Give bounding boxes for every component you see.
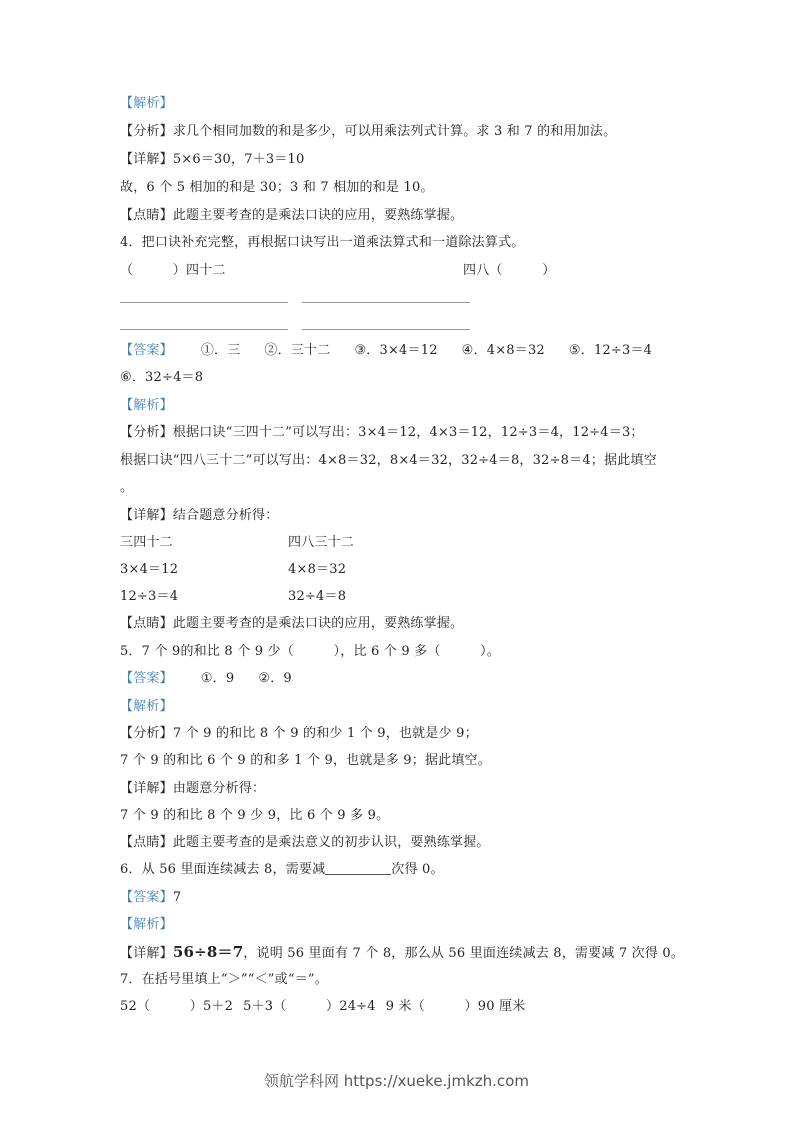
q4-answer-blank-4[interactable] <box>302 329 470 330</box>
q4-table-left-2: 12÷3＝4 <box>120 589 179 604</box>
q5-question: 5．7 个 9的和比 8 个 9 少（ ），比 6 个 9 多（ ）。 <box>120 644 501 659</box>
q4-right-prompt: 四八（ ） <box>463 263 556 278</box>
q4-table-left-0: 三四十二 <box>120 535 173 550</box>
q3-conclusion: 故，6 个 5 相加的和是 30；3 和 7 相加的和是 10。 <box>120 180 434 195</box>
q6-equation: 56÷8＝7 <box>172 943 244 961</box>
q4-question: 4．把口诀补充完整，再根据口诀写出一道乘法算式和一道除法算式。 <box>120 235 525 250</box>
q5-answer-2: ②．9 <box>258 671 292 686</box>
q7-item-2: 5＋3（ ）24÷4 <box>243 999 376 1014</box>
q3-analysis: 【分析】求几个相同加数的和是多少，可以用乘法列式计算。求 3 和 7 的和用加法。 <box>120 124 617 139</box>
q7-question: 7．在括号里填上“＞”“＜”或“＝”。 <box>120 972 328 987</box>
q4-answer-blank-3[interactable] <box>120 329 288 330</box>
q6-question: 6．从 56 里面连续减去 8，需要减 次得 0。 <box>120 862 444 877</box>
jiexi-label: 【解析】 <box>120 917 173 932</box>
q4-left-prompt: （ ）四十二 <box>120 263 226 278</box>
q5-result: 7 个 9 的和比 8 个 9 少 9，比 6 个 9 多 9。 <box>120 808 390 823</box>
jiexi-label: 【解析】 <box>120 96 173 111</box>
q7-item-1: 52（ ）5＋2 <box>120 999 234 1014</box>
q4-table-right-1: 4×8＝32 <box>288 562 347 577</box>
q3-detail: 【详解】5×6＝30，7＋3＝10 <box>120 152 305 167</box>
q3-key-point: 【点睛】此题主要考查的是乘法口诀的应用，要熟练掌握。 <box>120 208 464 223</box>
jiexi-label: 【解析】 <box>120 699 173 714</box>
q4-analysis-line-3: 。 <box>120 480 134 495</box>
q5-answer: 【答案】 ①．9 ②．9 <box>120 671 292 686</box>
q4-answer-2: ②．三十二 <box>264 343 331 358</box>
q4-analysis-line-1: 【分析】根据口诀“三四十二”可以写出：3×4＝12，4×3＝12，12÷3＝4，12÷4＝3； <box>120 425 644 440</box>
q4-answer-5: ⑤．12÷3＝4 <box>568 343 653 358</box>
q5-answer-1: ①．9 <box>200 671 235 686</box>
q7-item-3: 9 米（ ）90 厘米 <box>385 999 526 1014</box>
q4-answer-6: ⑥．32÷4＝8 <box>120 370 204 385</box>
q4-table-right-2: 32÷4＝8 <box>288 589 347 604</box>
q5-key-point: 【点睛】此题主要考查的是乘法意义的初步认识，要熟练掌握。 <box>120 835 490 850</box>
q5-analysis-line-1: 【分析】7 个 9 的和比 8 个 9 的和少 1 个 9，也就是少 9； <box>120 726 478 741</box>
q7-items <box>120 998 525 1016</box>
q5-analysis-line-2: 7 个 9 的和比 6 个 9 的和多 1 个 9，也就是多 9；据此填空。 <box>120 753 491 768</box>
q4-answer-4: ④．4×8＝32 <box>461 343 545 358</box>
q4-answer: 【答案】 ①．三 ②．三十二 ③．3×4＝12 ④．4×8＝32 ⑤．12÷3＝4 <box>120 343 653 358</box>
q5-detail: 【详解】由题意分析得： <box>120 781 266 796</box>
q6-answer-blank[interactable] <box>325 861 391 875</box>
footer-watermark: 领航学科网 https://xueke.jmkzh.com <box>264 1072 529 1090</box>
q4-answer-blank-2[interactable] <box>302 302 470 303</box>
q4-answer-3: ③．3×4＝12 <box>354 343 438 358</box>
q4-answer-1: ①．三 <box>200 343 241 358</box>
q4-detail: 【详解】结合题意分析得： <box>120 508 279 523</box>
q4-analysis-line-2: 根据口诀“四八三十二”可以写出：4×8＝32，8×4＝32，32÷4＝8，32÷8＝4；据此填空 <box>120 453 657 468</box>
jiexi-label: 【解析】 <box>120 398 173 413</box>
q6-answer: 【答案】7 <box>120 890 182 905</box>
q4-table-right-0: 四八三十二 <box>288 535 355 550</box>
q4-table-left-1: 3×4＝12 <box>120 562 179 577</box>
q4-answer-blank-1[interactable] <box>120 302 288 303</box>
q6-detail: 【详解】56÷8＝7，说明 56 里面有 7 个 8，那么从 56 里面连续减去 8，需要减 7 次得 0。 <box>120 943 685 961</box>
q4-key-point: 【点睛】此题主要考查的是乘法口诀的应用，要熟练掌握。 <box>120 616 464 631</box>
